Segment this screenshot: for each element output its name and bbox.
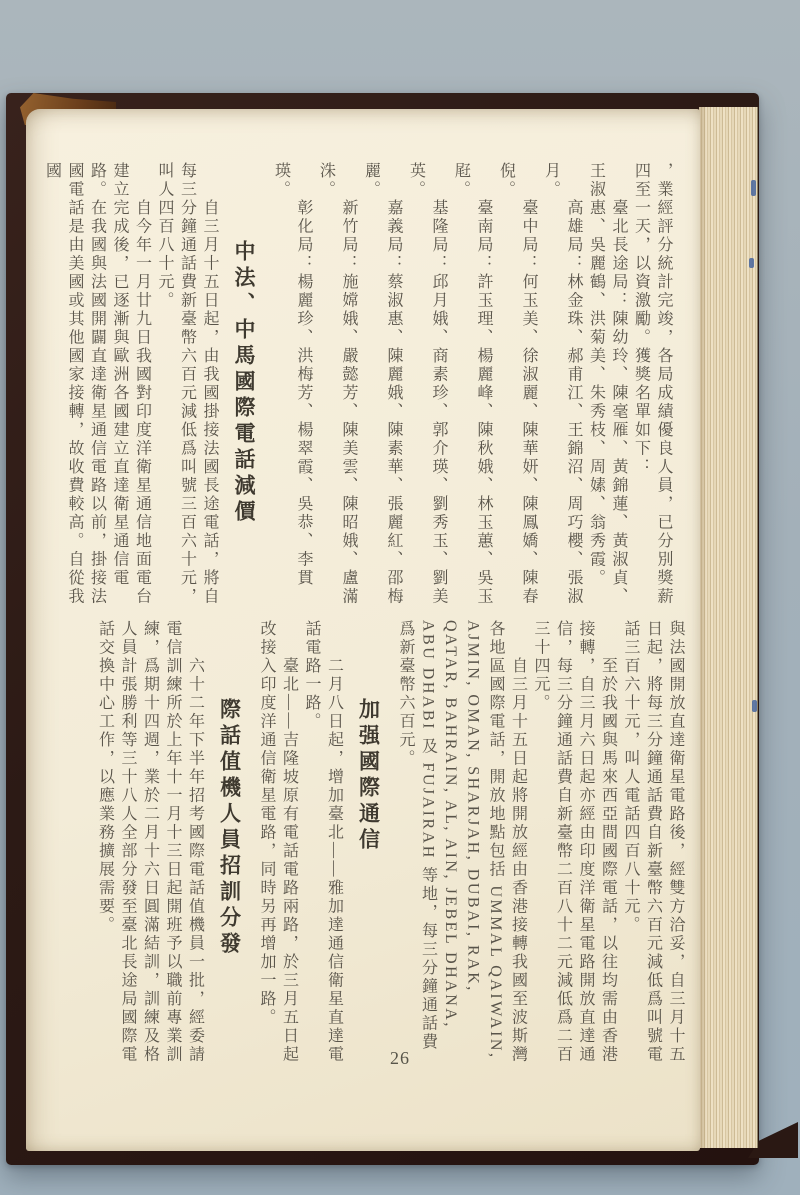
paragraph: 臺南局：許玉理、楊麗峰、陳秋娥、林玉蕙、吳玉屘。: [452, 162, 492, 606]
paragraph: 自三月十五日起，由我國掛接法國長途電話，將自每三分鐘通話費新臺幣六百元減低爲叫號三百六十元，叫人四百八十元。: [156, 162, 218, 606]
section-heading: 加强國際通信: [356, 698, 381, 854]
paragraph: 六十二年下半年招考國際電話值機員一批，經委請電信訓練所於上年十一月十三日起開班予以職前專業訓練，爲期十四週，業於二月十六日圓滿結訓，訓練及格人員計張勝利等三十八人全部分發至臺北長途局國際電話交換中心工作，以應業務擴展需要。: [96, 620, 204, 1064]
paragraph: 與法國開放直達衛星電路後，經雙方洽妥，自三月十五日起，將每三分鐘通話費自新臺幣六百元減低爲叫號電話三百六十元，叫人電話四百八十元。: [622, 620, 684, 1064]
paragraph: 新竹局：施嫦娥、嚴懿芳、陳美雲、陳昭娥、盧滿洙。: [317, 162, 357, 606]
text-band-bottom: [90, 620, 686, 1068]
paragraph: ，業經評分統計完竣，各局成績優良人員，已分別獎薪四至一天，以資激勵。獲獎名單如下：: [632, 162, 672, 606]
paragraph: 臺北——吉隆坡原有電話電路兩路，於三月五日起改接入印度洋通信衛星電路，同時另再增加一路。: [258, 620, 298, 1064]
section-heading: 際話值機人員招訓分發: [217, 698, 242, 958]
fore-edge-ink-mark: [752, 700, 757, 712]
paragraph: 自今年一月廿九日我國對印度洋衛星通信地面電台建立完成後，已逐漸與歐洲各國建立直達衛星通信電路。在我國與法國開闢直達衛星通信電路以前，掛接法國電話是由美國或其他國家接轉，故收費較高。自從我國: [43, 162, 151, 606]
paragraph: 臺中局：何玉美、徐淑麗、陳華妍、陳鳳嬌、陳春倪。: [497, 162, 537, 606]
paragraph: 嘉義局：蔡淑惠、陳麗娥、陳素華、張麗紅、邵梅麗。: [362, 162, 402, 606]
paragraph: 基隆局：邱月娥、商素珍、郭介瑛、劉秀玉、劉美英。: [407, 162, 447, 606]
page-number: 26: [390, 1048, 410, 1068]
section-heading: 中法、中馬國際電話減價: [232, 240, 256, 526]
text-band-top: [43, 162, 674, 614]
paragraph: 彰化局：楊麗珍、洪梅芳、楊翠霞、吳恭、李貫瑛。: [272, 162, 312, 588]
fore-edge-ink-mark: [749, 258, 754, 268]
paragraph: 臺北長途局：陳幼玲、陳毫雁、黃錦蓮、黃淑貞、王淑惠、吳麗鶴、洪菊美、朱秀枝、周嫊、翁秀霞。: [587, 162, 627, 606]
paragraph: 高雄局：林金珠、郝甫江、王錦沼、周巧櫻、張淑月。: [542, 162, 582, 606]
fore-edge-ink-mark: [751, 180, 756, 196]
paragraph: 至於我國與馬來西亞間國際電話，以往均需由香港接轉，自三月六日起亦經由印度洋衛星電路開放直達通信，每三分鐘通話費自新臺幣二百八十二元減低爲二百三十四元。: [532, 620, 617, 1064]
paragraph: 二月八日起，增加臺北——雅加達通信衛星直達電話電路一路。: [303, 620, 343, 1064]
paragraph: 自三月十五日起將開放經由香港接轉我國至波斯灣各地區國際電話，開放地點包括 UMMAL QAIWAIN, AJMIN, OMAN, SHARJAH, DUBAI, RAK, QATAR, BAHRAIN, AL, AIN, JEBEL DHANA, ABU DHABI 及 FUJAIRAH 等地，每三分鐘通話費爲新臺幣六百元。: [397, 620, 527, 1064]
